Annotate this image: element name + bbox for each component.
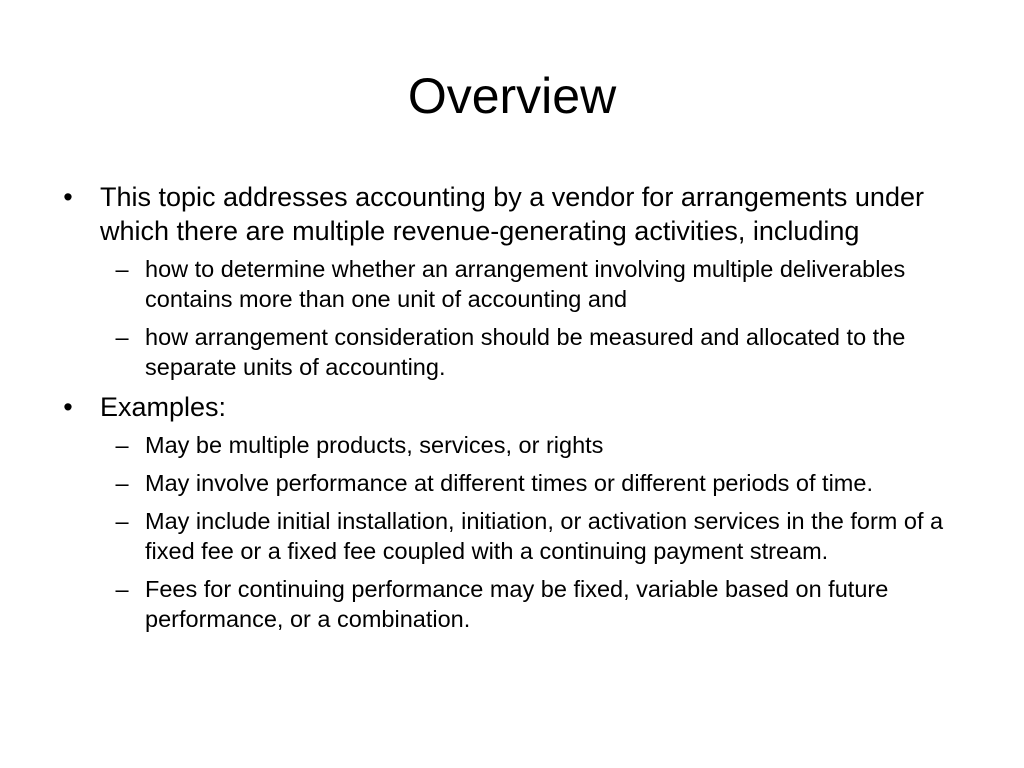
sub-bullet-item bbox=[100, 506, 956, 566]
bullet-text: This topic addresses accounting by a vendor for arrangements under which there are multiple revenue-generating activities, including bbox=[100, 182, 924, 246]
sub-bullet-text: May include initial installation, initiation, or activation services in the form of a fixed fee or a fixed fee coupled with a continuing payment stream. bbox=[145, 508, 944, 564]
dash-icon: – bbox=[115, 508, 129, 534]
sub-bullet-text: how to determine whether an arrangement involving multiple deliverables contains more than one unit of accounting and bbox=[145, 256, 906, 312]
bullet-icon: • bbox=[63, 182, 73, 212]
bullet-text: Examples: bbox=[100, 392, 227, 422]
sub-bullet-text: how arrangement consideration should be measured and allocated to the separate units of accounting. bbox=[145, 324, 906, 380]
sub-bullet-list bbox=[100, 254, 956, 382]
sub-bullet-text: May be multiple products, services, or rights bbox=[145, 432, 604, 458]
sub-bullet-item bbox=[100, 468, 956, 498]
bullet-list bbox=[56, 180, 956, 634]
sub-bullet-list bbox=[100, 430, 956, 634]
slide-content bbox=[56, 180, 956, 642]
dash-icon: – bbox=[115, 470, 129, 496]
dash-icon: – bbox=[115, 576, 129, 602]
sub-bullet-item bbox=[100, 322, 956, 382]
dash-icon: – bbox=[115, 432, 129, 458]
bullet-item bbox=[56, 180, 956, 382]
sub-bullet-item bbox=[100, 254, 956, 314]
bullet-icon: • bbox=[63, 392, 73, 422]
sub-bullet-item bbox=[100, 430, 956, 460]
sub-bullet-text: Fees for continuing performance may be fixed, variable based on future performance, or a combination. bbox=[145, 576, 889, 632]
dash-icon: – bbox=[115, 256, 129, 282]
sub-bullet-text: May involve performance at different times or different periods of time. bbox=[145, 470, 873, 496]
dash-icon: – bbox=[115, 324, 129, 350]
sub-bullet-item bbox=[100, 574, 956, 634]
bullet-item bbox=[56, 390, 956, 634]
slide-title: Overview bbox=[407, 68, 617, 124]
